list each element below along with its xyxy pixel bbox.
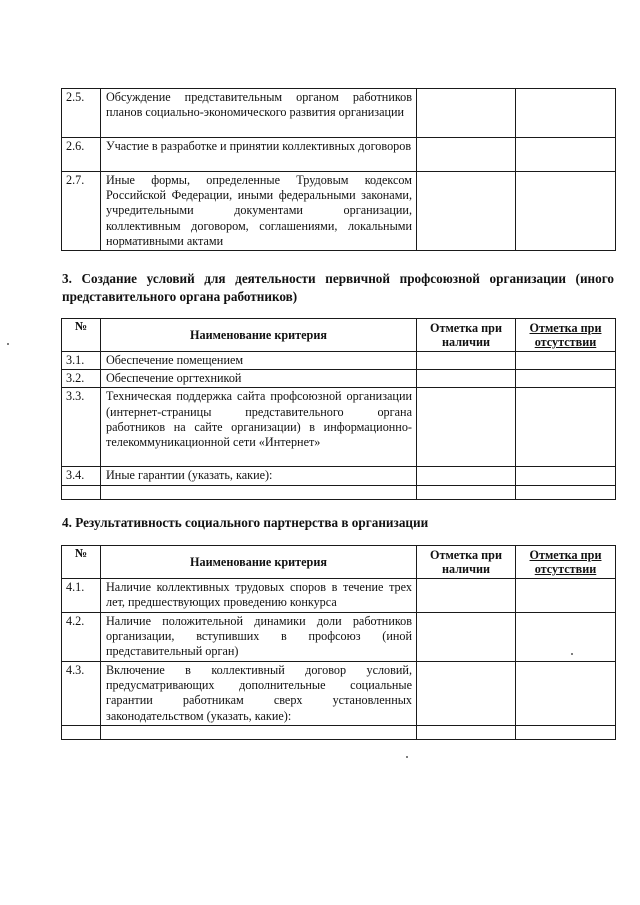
header-absent-mark: Отметка при отсутствии <box>516 546 616 579</box>
criterion-text: Включение в коллективный договор условий, предусматривающих дополнительные социальные гарантии работникам сверх установленных законодательством (указать, какие): <box>101 662 417 726</box>
row-number: 4.3. <box>62 662 101 726</box>
absent-mark-cell[interactable] <box>516 352 616 370</box>
header-number: № <box>62 546 101 579</box>
criterion-text: Участие в разработке и принятии коллективных договоров <box>101 138 417 172</box>
criterion-text: Обеспечение помещением <box>101 352 417 370</box>
absent-mark-cell[interactable] <box>516 579 616 613</box>
present-mark-cell[interactable] <box>417 370 516 388</box>
header-absent-mark: Отметка при отсутствии <box>516 319 616 352</box>
table-row <box>62 172 616 251</box>
table-row <box>62 138 616 172</box>
header-present-mark: Отметка при наличии <box>417 546 516 579</box>
present-mark-cell[interactable] <box>417 467 516 485</box>
criterion-text: Обсуждение представительным органом работников планов социально-экономического развития организации <box>101 89 417 138</box>
row-number: 3.2. <box>62 370 101 388</box>
table-header-row <box>62 546 616 579</box>
absent-mark-cell[interactable] <box>516 485 616 499</box>
scan-speck <box>406 756 408 758</box>
absent-mark-cell[interactable] <box>516 172 616 251</box>
present-mark-cell[interactable] <box>417 485 516 499</box>
present-mark-cell[interactable] <box>417 138 516 172</box>
scan-speck <box>571 653 573 655</box>
criterion-text: Иные гарантии (указать, какие): <box>101 467 417 485</box>
row-number: 3.4. <box>62 467 101 485</box>
row-number: 4.1. <box>62 579 101 613</box>
criteria-table-section-2 <box>61 88 616 251</box>
criteria-table-section-4 <box>61 545 616 740</box>
criterion-text: Техническая поддержка сайта профсоюзной организации (интернет-страницы представительного органа работников на сайте организации) в информационно-телекоммуникационной сети «Интернет» <box>101 388 417 467</box>
table-row <box>62 485 616 499</box>
scan-speck <box>7 343 9 345</box>
row-number <box>62 485 101 499</box>
absent-mark-cell[interactable] <box>516 662 616 726</box>
header-present-mark: Отметка при наличии <box>417 319 516 352</box>
table-row <box>62 370 616 388</box>
row-number: 2.7. <box>62 172 101 251</box>
absent-mark-cell[interactable] <box>516 613 616 662</box>
criterion-text: Иные формы, определенные Трудовым кодексом Российской Федерации, иными федеральными законами, учредительными документами организации, коллективным договором, соглашениями, локальными нормативными актами <box>101 172 417 251</box>
table-row <box>62 388 616 467</box>
criterion-text: Наличие положительной динамики доли работников организации, вступивших в профсоюз (иной представительный орган) <box>101 613 417 662</box>
row-number <box>62 726 101 740</box>
table-row <box>62 467 616 485</box>
table-row <box>62 662 616 726</box>
present-mark-cell[interactable] <box>417 662 516 726</box>
absent-mark-cell[interactable] <box>516 388 616 467</box>
table-row <box>62 613 616 662</box>
section-4-heading: 4. Результативность социального партнерства в организации <box>62 515 429 530</box>
present-mark-cell[interactable] <box>417 172 516 251</box>
absent-mark-cell[interactable] <box>516 89 616 138</box>
table-row <box>62 726 616 740</box>
criterion-text[interactable] <box>101 726 417 740</box>
row-number: 3.3. <box>62 388 101 467</box>
present-mark-cell[interactable] <box>417 89 516 138</box>
table-row <box>62 89 616 138</box>
row-number: 4.2. <box>62 613 101 662</box>
absent-mark-cell[interactable] <box>516 726 616 740</box>
absent-mark-cell[interactable] <box>516 370 616 388</box>
present-mark-cell[interactable] <box>417 579 516 613</box>
criteria-table-section-3 <box>61 318 616 500</box>
present-mark-cell[interactable] <box>417 613 516 662</box>
header-criterion-name: Наименование критерия <box>101 319 417 352</box>
criterion-text: Обеспечение оргтехникой <box>101 370 417 388</box>
table-header-row <box>62 319 616 352</box>
present-mark-cell[interactable] <box>417 388 516 467</box>
absent-mark-cell[interactable] <box>516 467 616 485</box>
table-row <box>62 352 616 370</box>
present-mark-cell[interactable] <box>417 726 516 740</box>
criterion-text[interactable] <box>101 485 417 499</box>
absent-mark-cell[interactable] <box>516 138 616 172</box>
present-mark-cell[interactable] <box>417 352 516 370</box>
header-number: № <box>62 319 101 352</box>
criterion-text: Наличие коллективных трудовых споров в течение трех лет, предшествующих проведению конкурса <box>101 579 417 613</box>
row-number: 2.5. <box>62 89 101 138</box>
header-criterion-name: Наименование критерия <box>101 546 417 579</box>
row-number: 2.6. <box>62 138 101 172</box>
table-row <box>62 579 616 613</box>
row-number: 3.1. <box>62 352 101 370</box>
section-3-heading: 3. Создание условий для деятельности первичной профсоюзной организации (иного представительного органа работников) <box>62 271 614 304</box>
